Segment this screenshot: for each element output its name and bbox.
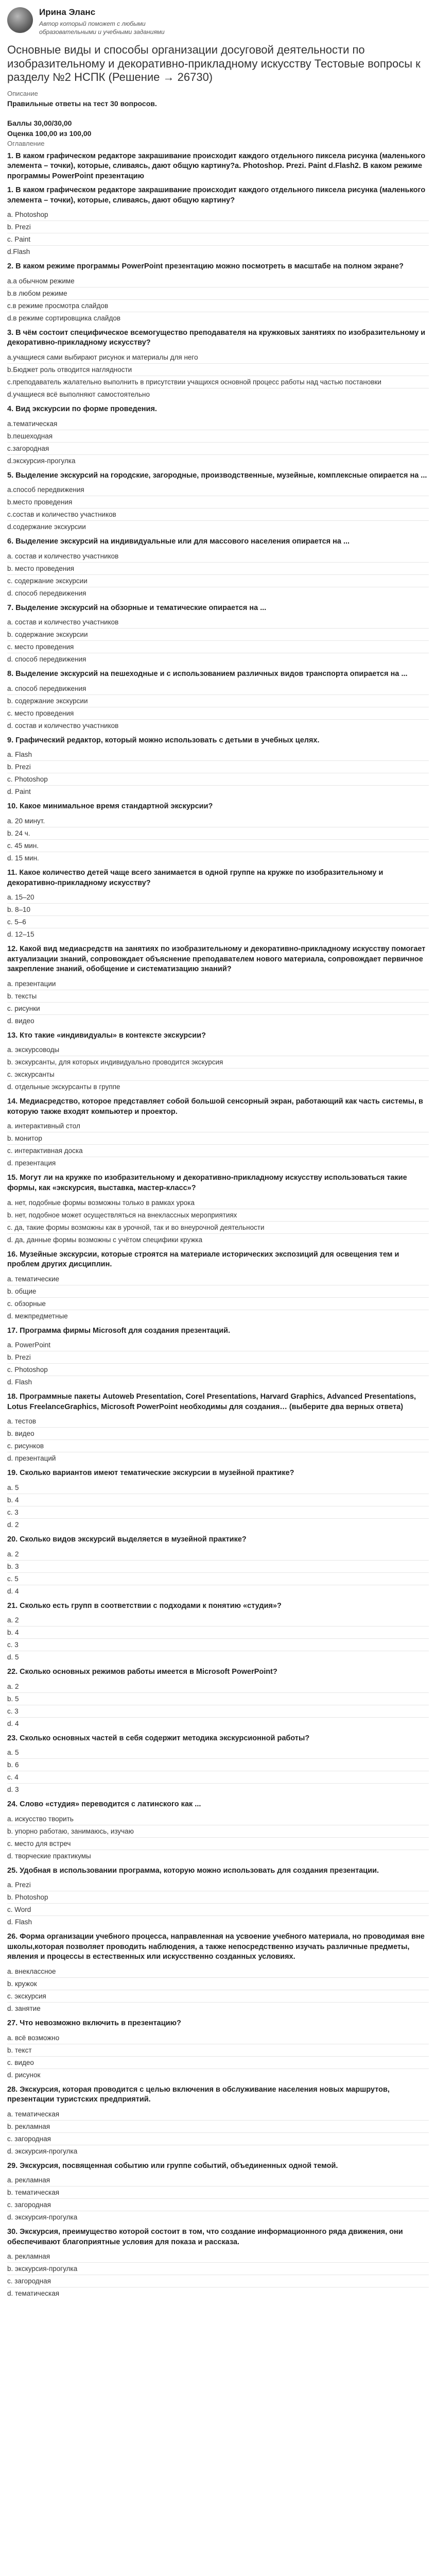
answer-option: d. 5 <box>7 1653 19 1662</box>
answer-option: a.тематическая <box>7 418 429 430</box>
answer-option: a. интерактивный стол <box>7 1120 429 1132</box>
answer-option: d. тематическая <box>7 2290 60 2298</box>
answer-option: c. Photoshop <box>7 773 429 786</box>
question-text: 17. Программа фирмы Microsoft для создания презентаций. <box>7 1326 231 1335</box>
avatar[interactable] <box>7 7 33 33</box>
answer-option: c. да, такие формы возможны как в урочной, так и во внеурочной деятельности <box>7 1222 429 1234</box>
question-block <box>7 1097 429 1169</box>
answer-option: d. состав и количество участников <box>7 721 119 730</box>
answers-label: Описание <box>7 89 38 97</box>
answer-option: b. общие <box>7 1285 429 1298</box>
answer-option: c. экскурсанты <box>7 1069 429 1081</box>
question-text: 22. Сколько основных режимов работы имеется в Microsoft PowerPoint? <box>7 1668 277 1676</box>
question-block <box>7 1734 429 1796</box>
question-block <box>7 2161 429 2224</box>
answer-option: c. Paint <box>7 233 429 246</box>
answer-option: c. место для встреч <box>7 1838 429 1850</box>
answer-option: a. Photoshop <box>7 209 429 221</box>
score-text: Баллы 30,00/30,00 <box>7 118 72 127</box>
question-text: 3. В чём состоит специфическое всемогущество преподавателя на кружковых занятиях по изобразительному и декоративно-прикладному искусству? <box>7 328 426 347</box>
answer-option: b. Prezi <box>7 1351 429 1364</box>
answer-option: d. творческие практикумы <box>7 1852 91 1860</box>
answer-option: b. место проведения <box>7 563 429 575</box>
questions-list <box>7 151 429 2300</box>
answer-option: b. 24 ч. <box>7 827 429 840</box>
answer-option: c. место проведения <box>7 641 429 653</box>
answer-option: a. нет, подобные формы возможны только в рамках урока <box>7 1197 429 1209</box>
answer-option: d. Flash <box>7 1918 32 1926</box>
answer-option: c. место проведения <box>7 707 429 720</box>
answer-option: d. 4 <box>7 1719 19 1727</box>
author-info <box>39 7 173 36</box>
question-text: 29. Экскурсия, посвященная событию или группе событий, объединенных одной темой. <box>7 2161 338 2170</box>
answer-option: b. видео <box>7 1428 429 1440</box>
question-block <box>7 1392 429 1464</box>
question-block <box>7 802 429 864</box>
grade-text: Оценка 100,00 из 100,00 <box>7 129 92 138</box>
answer-option: a. 5 <box>7 1482 429 1494</box>
answer-option: a.учащиеся сами выбирают рисунок и материалы для него <box>7 351 429 364</box>
question-block <box>7 944 429 1027</box>
answer-option: d. 2 <box>7 1520 19 1529</box>
answer-option: b. экскурсанты, для которых индивидуально проводится экскурсия <box>7 1056 429 1069</box>
answer-option: a. 2 <box>7 1681 429 1693</box>
answer-option: c.в режиме просмотра слайдов <box>7 300 429 312</box>
question-text: 10. Какое минимальное время стандартной экскурсии? <box>7 802 213 811</box>
answer-option: a. тематическая <box>7 2108 429 2121</box>
answer-option: c. загородная <box>7 2275 429 2287</box>
question-block <box>7 1173 429 1245</box>
answer-option: a.способ передвижения <box>7 484 429 496</box>
answer-option: b. Prezi <box>7 761 429 773</box>
answer-option: a. рекламная <box>7 2174 429 2187</box>
question-text: 21. Сколько есть групп в соответствии с подходами к понятию «студия»? <box>7 1601 282 1610</box>
answer-option: a. 20 минут. <box>7 815 429 827</box>
question-text: 1. В каком графическом редакторе закрашивание происходит каждого отдельного пиксела рисунка (маленького элемента – точки), которые, сливаясь, дают общую картину? <box>7 186 426 205</box>
answer-option: c. 45 мин. <box>7 840 429 852</box>
answer-option: d. Flash <box>7 1378 32 1386</box>
question-text: 1. В каком графическом редакторе закрашивание происходит каждого отдельного пиксела рисунка (маленького элемента – точки), которые, сливаясь, дают общую картину?а. Photoshop. Prezi. Paint d.Flash2. В каком режиме программы PowerPoint презентацию <box>7 151 426 180</box>
options-label: Оглавление <box>7 139 45 147</box>
answer-option: d. занятие <box>7 2005 41 2013</box>
answer-option: a. 2 <box>7 1548 429 1561</box>
question-text: 6. Выделение экскурсий на индивидуальные или для массового населения опирается на ... <box>7 537 350 546</box>
answer-option: a. внеклассное <box>7 1965 429 1978</box>
answer-option: a. рекламная <box>7 2250 429 2263</box>
answer-option: d. отдельные экскурсанты в группе <box>7 1083 120 1091</box>
answer-option: d.в режиме сортировщика слайдов <box>7 314 121 322</box>
question-block <box>7 404 429 467</box>
question-block <box>7 1866 429 1928</box>
answer-option: b. 8–10 <box>7 904 429 916</box>
answer-option: a.а обычном режиме <box>7 275 429 287</box>
question-block <box>7 1468 429 1531</box>
answer-option: d. презентаций <box>7 1454 56 1463</box>
answer-option: a. искусство творить <box>7 1813 429 1825</box>
answer-option: b.в любом режиме <box>7 287 429 300</box>
answer-option: d.Flash <box>7 248 30 256</box>
question-block <box>7 1932 429 2014</box>
answer-option: a. состав и количество участников <box>7 616 429 629</box>
question-text: 11. Какое количество детей чаще всего занимается в одной группе на кружке по изобразительному и декоративно-прикладному искусству? <box>7 868 383 887</box>
question-block <box>7 1667 429 1730</box>
answer-option: c.загородная <box>7 443 429 455</box>
author-description: Автор который поможет с любыми образовательными и учебными заданиями <box>39 20 165 36</box>
answer-option: b. 5 <box>7 1693 429 1705</box>
question-text: 25. Удобная в использовании программа, которую можно использовать для создания презентации. <box>7 1866 379 1875</box>
question-block <box>7 603 429 666</box>
answer-option: d. видео <box>7 1016 34 1025</box>
question-block <box>7 2085 429 2157</box>
answer-option: b. нет, подобное может осуществляться на внеклассных мероприятиях <box>7 1209 429 1222</box>
answer-option: b. содержание экскурсии <box>7 629 429 641</box>
answer-option: b. текст <box>7 2044 429 2057</box>
question-block <box>7 1250 429 1322</box>
question-text: 28. Экскурсия, которая проводится с целью включения в обслуживание населения новых маршрутов, презентации туристских предприятий. <box>7 2085 390 2104</box>
answer-option: d. да, данные формы возможны с учётом специфики кружка <box>7 1235 203 1244</box>
answer-option: c. интерактивная доска <box>7 1145 429 1157</box>
answer-option: a. 2 <box>7 1614 429 1626</box>
answer-option: d. презентация <box>7 1159 56 1167</box>
answer-option: c. Photoshop <box>7 1364 429 1376</box>
question-block <box>7 2019 429 2081</box>
question-text: 9. Графический редактор, который можно использовать с детьми в учебных целях. <box>7 736 320 744</box>
answer-option: b.место проведения <box>7 496 429 509</box>
answer-option: a. презентации <box>7 978 429 990</box>
question-block <box>7 1601 429 1664</box>
question-text: 2. В каком режиме программы PowerPoint презентацию можно посмотреть в масштабе на полном экране? <box>7 262 404 271</box>
answer-option: b. экскурсия-прогулка <box>7 2263 429 2275</box>
question-text: 23. Сколько основных частей в себя содержит методика экскурсионной работы? <box>7 1734 310 1742</box>
answer-option: c. видео <box>7 2057 429 2069</box>
answer-option: b. содержание экскурсии <box>7 695 429 707</box>
answer-option: c. обзорные <box>7 1298 429 1310</box>
question-block <box>7 669 429 732</box>
answer-option: a. Prezi <box>7 1879 429 1891</box>
answer-option: b. тематическая <box>7 2187 429 2199</box>
question-text: 30. Экскурсия, преимущество которой состоит в том, что создание информационного ряда движения, они обеспечивают благоприятные условия для показа и рассказа. <box>7 2228 403 2246</box>
answer-option: b. 6 <box>7 1759 429 1771</box>
question-block <box>7 151 429 182</box>
question-block <box>7 868 429 940</box>
question-text: 20. Сколько видов экскурсий выделяется в музейной практике? <box>7 1535 247 1544</box>
question-text: 12. Какой вид медиасредств на занятиях по изобразительному и декоративно-прикладному искусству помогает актуализации знаний, сопровождает объяснение преподавателем нового материала, сопровождает первичное закрепление знаний, обобщение и систематизацию знаний? <box>7 945 426 974</box>
question-text: 7. Выделение экскурсий на обзорные и тематические опирается на ... <box>7 603 267 612</box>
answer-option: b. рекламная <box>7 2121 429 2133</box>
question-block <box>7 537 429 599</box>
answer-option: a. всё возможно <box>7 2032 429 2044</box>
answer-option: b. тексты <box>7 990 429 1003</box>
question-text: 15. Могут ли на кружке по изобразительному и декоративно-прикладному искусству использоваться такие формы, как «экскурсия, выставка, мастер-класс»? <box>7 1174 407 1193</box>
answer-option: a. 15–20 <box>7 891 429 904</box>
answer-option: c. 3 <box>7 1639 429 1651</box>
answer-option: c. рисунков <box>7 1440 429 1452</box>
answer-option: c. рисунки <box>7 1003 429 1015</box>
question-text: 24. Слово «студия» переводится с латинского как ... <box>7 1800 201 1809</box>
answer-option: d. экскурсия-прогулка <box>7 2147 78 2155</box>
question-text: 27. Что невозможно включить в презентацию? <box>7 2019 181 2028</box>
answer-option: b. упорно работаю, занимаюсь, изучаю <box>7 1825 429 1838</box>
answer-option: d. способ передвижения <box>7 655 86 664</box>
question-text: 5. Выделение экскурсий на городские, загородные, производственные, музейные, комплексные опирается на ... <box>7 471 427 480</box>
question-text: 18. Программные пакеты Autoweb Presentation, Corel Presentations, Harvard Graphics, Advanced Presentations, Lotus FreelanceGraphics, Microsoft PowerPoint необходимы для создания… (выберите два верных ответа) <box>7 1393 416 1411</box>
document-title: Основные виды и способы организации досуговой деятельности по изобразительному и декоративно-прикладному искусству Тестовые вопросы к разделу №2 НСПК (Решение → 26730) <box>7 43 421 84</box>
answer-option: b. Prezi <box>7 221 429 233</box>
question-block <box>7 2227 429 2299</box>
answer-option: c. 5–6 <box>7 916 429 928</box>
answer-option: c. загородная <box>7 2133 429 2145</box>
question-block <box>7 1326 429 1388</box>
answer-option: c.состав и количество участников <box>7 509 429 521</box>
answer-option: d. экскурсия-прогулка <box>7 2213 78 2222</box>
answer-option: b. монитор <box>7 1132 429 1145</box>
answer-option: d. способ передвижения <box>7 589 86 597</box>
answer-option: a. способ передвижения <box>7 683 429 695</box>
question-text: 4. Вид экскурсии по форме проведения. <box>7 405 157 414</box>
answer-option: b. 3 <box>7 1561 429 1573</box>
answer-option: d. 4 <box>7 1587 19 1595</box>
question-block <box>7 185 429 258</box>
answer-option: a. Flash <box>7 749 429 761</box>
answer-option: d.экскурсия-прогулка <box>7 456 76 465</box>
question-text: 8. Выделение экскурсий на пешеходные и с использованием различных видов транспорта опирается на ... <box>7 670 408 679</box>
question-block <box>7 736 429 798</box>
author-name[interactable]: Ирина Эланс <box>39 7 96 17</box>
answer-option: d. 15 мин. <box>7 854 39 862</box>
answer-option: c. экскурсия <box>7 1990 429 2003</box>
question-block <box>7 471 429 533</box>
answer-option: a. тематические <box>7 1273 429 1285</box>
answer-option: d.содержание экскурсии <box>7 523 86 531</box>
answer-option: c. Word <box>7 1904 429 1916</box>
answer-option: c. 5 <box>7 1573 429 1585</box>
question-text: 26. Форма организации учебного процесса, направленная на усвоение учебного материала, но проводимая вне школы,которая позволяет проводить наблюдения, а также непосредственно изучать различные предметы, явления и процессы в естественных или искусственно созданных условиях. <box>7 1933 425 1961</box>
question-block <box>7 1800 429 1862</box>
question-text: 19. Сколько вариантов имеют тематические экскурсии в музейной практике? <box>7 1469 294 1478</box>
answer-option: c. загородная <box>7 2199 429 2211</box>
answer-option: b. 4 <box>7 1494 429 1506</box>
question-text: 14. Медиасредство, которое представляет собой большой сенсорный экран, работающий как часть системы, в которую также входят компьютер и проектор. <box>7 1097 423 1116</box>
answer-option: d.учащиеся всё выполняют самостоятельно <box>7 391 150 399</box>
question-block <box>7 262 429 324</box>
answer-option: a. экскурсоводы <box>7 1044 429 1056</box>
answer-option: c. 3 <box>7 1506 429 1519</box>
answer-option: d. Paint <box>7 788 31 796</box>
correct-answers-text: Правильные ответы на тест 30 вопросов. <box>7 99 157 108</box>
answer-option: b.пешеходная <box>7 430 429 443</box>
question-block <box>7 1031 429 1093</box>
answer-option: b.Бюджет роль отводится наглядности <box>7 364 429 376</box>
answer-option: c. содержание экскурсии <box>7 575 429 587</box>
answer-option: b. Photoshop <box>7 1891 429 1904</box>
answer-option: c. 3 <box>7 1705 429 1718</box>
answer-option: d. 12–15 <box>7 930 34 939</box>
answer-option: b. кружок <box>7 1978 429 1990</box>
answer-option: a. 5 <box>7 1747 429 1759</box>
author-card <box>7 7 429 36</box>
answer-option: a. тестов <box>7 1415 429 1428</box>
answer-option: c.преподаватель жалательно выполнить в присутствии учащихся основной процесс работы над частью постановки <box>7 376 429 388</box>
question-text: 16. Музейные экскурсии, которые строятся на материале исторических экспозиций для освещения тем и проблем других дисциплин. <box>7 1250 399 1269</box>
question-block <box>7 1535 429 1597</box>
answer-option: c. 4 <box>7 1771 429 1784</box>
answer-option: d. 3 <box>7 1786 19 1794</box>
answer-option: d. рисунок <box>7 2071 41 2079</box>
answer-option: d. межпредметные <box>7 1312 68 1320</box>
question-block <box>7 328 429 400</box>
question-text: 13. Кто такие «индивидуалы» в контексте экскурсии? <box>7 1031 206 1040</box>
answer-option: a. состав и количество участников <box>7 550 429 563</box>
answer-option: a. PowerPoint <box>7 1339 429 1351</box>
answer-option: b. 4 <box>7 1626 429 1639</box>
